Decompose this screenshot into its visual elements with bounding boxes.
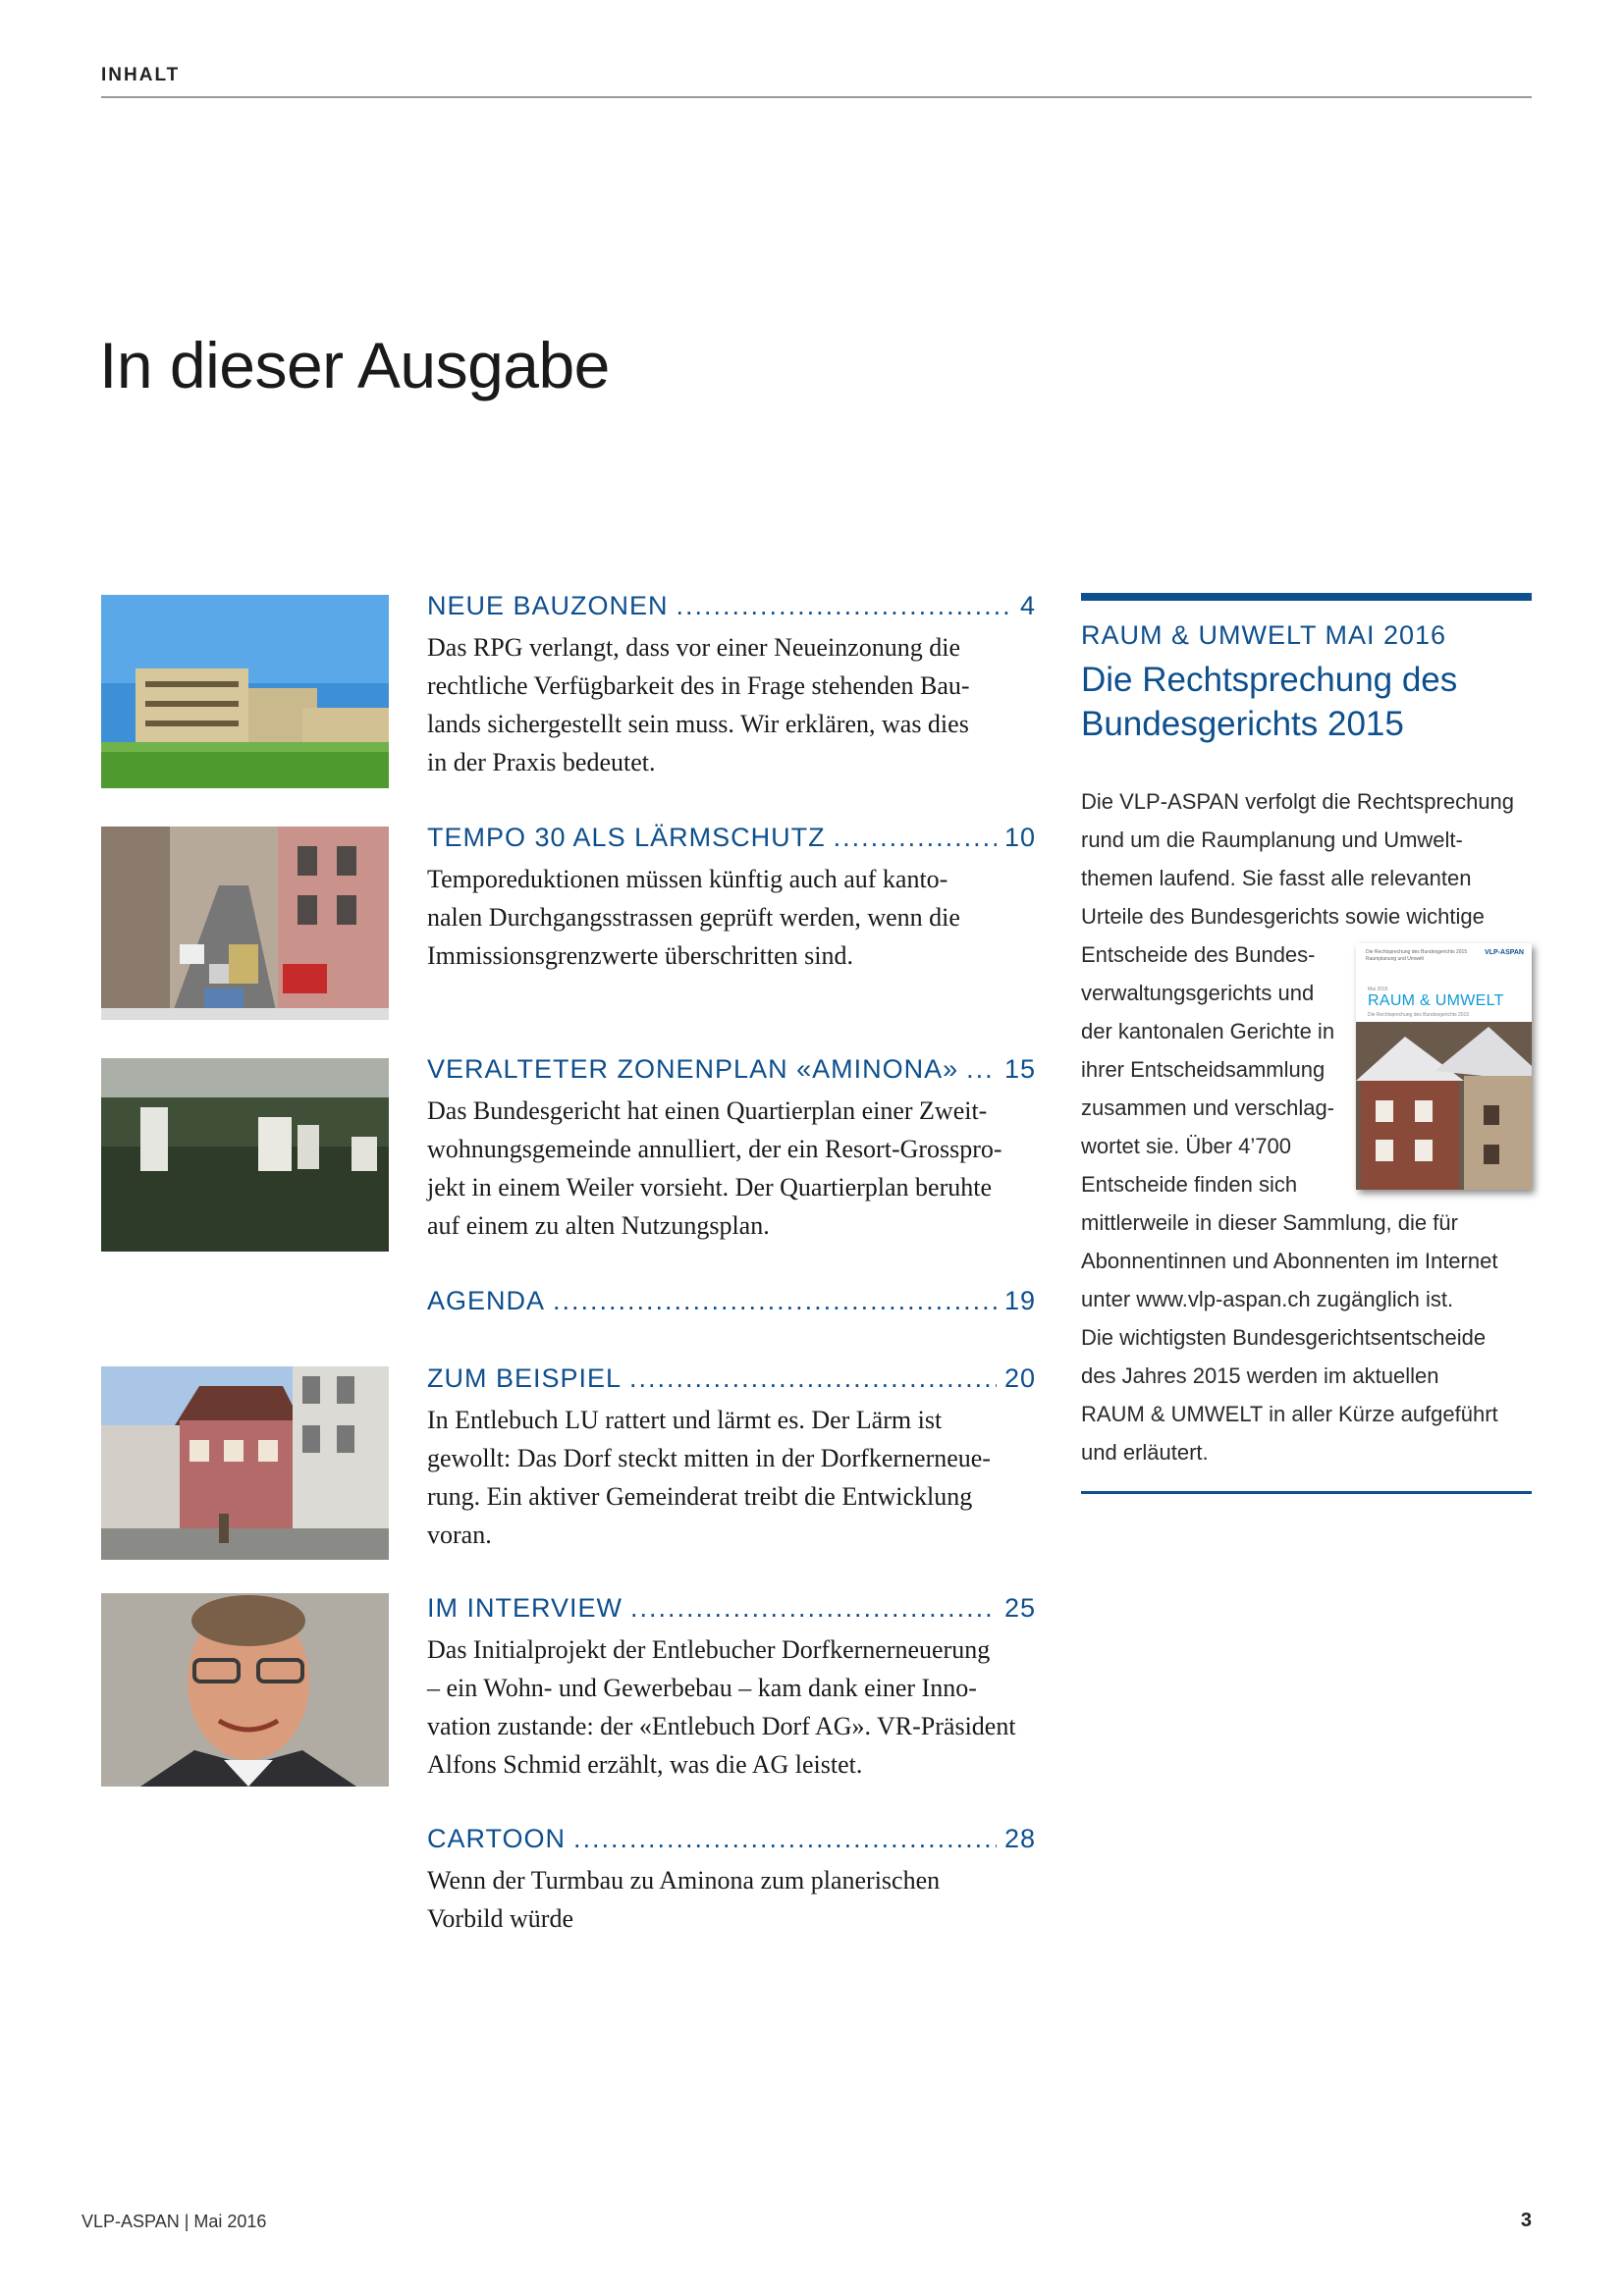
toc-description (427, 1092, 1036, 1245)
toc-leader-dots (834, 821, 997, 854)
thumb-tempo-30 (101, 827, 389, 1020)
toc-title: IM INTERVIEW (427, 1593, 623, 1623)
toc-leader-dots (573, 1822, 997, 1855)
sidebar-text-line: Abonnentinnen und Abonnenten im Internet (1081, 1249, 1498, 1273)
sidebar-text-line: des Jahres 2015 werden im aktuellen (1081, 1363, 1439, 1388)
sidebar-bottom-rule (1081, 1491, 1532, 1494)
sidebar-text-line: Entscheide des Bundes- (1081, 942, 1316, 967)
toc-line: rechtliche Verfügbarkeit des in Frage stehenden Bau- (427, 671, 970, 700)
toc-title: VERALTETER ZONENPLAN «AMINONA» (427, 1054, 959, 1084)
toc-page-number: 20 (1003, 1363, 1036, 1393)
toc-line: Das RPG verlangt, dass vor einer Neueinzonung die (427, 633, 960, 662)
sidebar-text-line: Die wichtigsten Bundesgerichtsentscheide (1081, 1325, 1487, 1350)
toc-leader-dots (966, 1052, 997, 1086)
toc-title: TEMPO 30 ALS LÄRMSCHUTZ (427, 823, 826, 852)
toc-line: Wenn der Turmbau zu Aminona zum planerischen (427, 1866, 941, 1895)
sidebar-kicker: RAUM & UMWELT MAI 2016 (1081, 620, 1447, 650)
toc-description (427, 1861, 1036, 1938)
toc-description (427, 1630, 1036, 1784)
cover-photo (1356, 1022, 1532, 1190)
toc-line: voran. (427, 1521, 492, 1549)
sidebar-text-line: unter www.vlp-aspan.ch zugänglich ist. (1081, 1287, 1454, 1311)
page-title: In dieser Ausgabe (99, 329, 610, 401)
cover-issue: Mai 2016 (1368, 987, 1388, 992)
toc-page-number: 15 (1003, 1054, 1036, 1084)
footer-page-number: 3 (1520, 2210, 1532, 2231)
toc-line: Vorbild würde (427, 1904, 574, 1933)
toc-leader-dots (553, 1284, 997, 1317)
sidebar-text-line: zusammen und verschlag- (1081, 1095, 1335, 1120)
toc-line: lands sichergestellt sein muss. Wir erklären, was dies (427, 710, 969, 738)
sidebar-title (1081, 658, 1532, 746)
sidebar-text-line: rund um die Raumplanung und Umwelt- (1081, 828, 1463, 852)
toc-description (427, 1401, 1036, 1554)
header-rule (101, 96, 1532, 98)
toc-title: ZUM BEISPIEL (427, 1363, 623, 1393)
toc-line: Das Bundesgericht hat einen Quartierplan einer Zweit- (427, 1096, 988, 1125)
sidebar-text-line: themen laufend. Sie fasst alle relevanten (1081, 866, 1472, 890)
toc-entry-neue-bauzonen[interactable] (427, 589, 1036, 781)
magazine-cover[interactable] (1356, 943, 1532, 1190)
sidebar-title-line: Bundesgerichts 2015 (1081, 705, 1404, 743)
sidebar-text-line: ihrer Entscheidsammlung (1081, 1057, 1326, 1082)
toc-line: wohnungsgemeinde annulliert, der ein Resort-Grosspro- (427, 1135, 1002, 1163)
toc-line: Das Initialprojekt der Entlebucher Dorfkernerneuerung (427, 1635, 991, 1664)
toc-entry-agenda[interactable] (427, 1284, 1036, 1317)
thumb-neue-bauzonen (101, 595, 389, 788)
toc-page-number: 28 (1003, 1824, 1036, 1853)
toc-entry-zum-beispiel[interactable] (427, 1362, 1036, 1554)
cover-top-text: Die Rechtsprechung des Bundesgerichts 2015 Raumplanung und Umwelt (1366, 949, 1468, 962)
toc-page-number: 10 (1003, 823, 1036, 852)
toc-title: NEUE BAUZONEN (427, 591, 669, 620)
toc-page-number: 19 (1003, 1286, 1036, 1315)
toc-entry-aminona[interactable] (427, 1052, 1036, 1245)
toc-leader-dots (677, 589, 1012, 622)
toc-page-number: 25 (1003, 1593, 1036, 1623)
toc-line: in der Praxis bedeutet. (427, 748, 656, 776)
toc-page-number: 4 (1019, 591, 1036, 620)
toc-line: Alfons Schmid erzählt, was die AG leistet. (427, 1750, 863, 1779)
toc-heading[interactable] (427, 821, 1036, 854)
toc-line: Temporeduktionen müssen künftig auch auf kanto- (427, 865, 948, 893)
toc-heading[interactable] (427, 1052, 1036, 1086)
toc-line: Immissionsgrenzwerte überschritten sind. (427, 941, 853, 970)
toc-description (427, 628, 1036, 781)
sidebar-text-line: mittlerweile in dieser Sammlung, die für (1081, 1210, 1458, 1235)
toc-line: rung. Ein aktiver Gemeinderat treibt die Entwicklung (427, 1482, 973, 1511)
toc-line: – ein Wohn- und Gewerbebau – kam dank einer Inno- (427, 1674, 977, 1702)
thumb-zum-beispiel (101, 1366, 389, 1560)
sidebar-text-line: verwaltungsgerichts und (1081, 981, 1315, 1005)
sidebar-text-line: und erläutert. (1081, 1440, 1209, 1465)
toc-entry-tempo-30[interactable] (427, 821, 1036, 975)
toc-description (427, 860, 1036, 975)
toc-heading[interactable] (427, 589, 1036, 622)
toc-line: auf einem zu alten Nutzungsplan. (427, 1211, 770, 1240)
thumb-aminona (101, 1058, 389, 1252)
toc-entry-im-interview[interactable] (427, 1591, 1036, 1784)
sidebar-text-line: Entscheide finden sich (1081, 1172, 1298, 1197)
sidebar-text-line: der kantonalen Gerichte in (1081, 1019, 1335, 1043)
cover-logo: VLP-ASPAN (1485, 949, 1524, 956)
cover-subtitle: Die Rechtsprechung des Bundesgerichts 2015 (1368, 1012, 1470, 1018)
toc-line: In Entlebuch LU rattert und lärmt es. Der Lärm ist (427, 1406, 943, 1434)
toc-leader-dots (629, 1362, 997, 1395)
sidebar-text-line: Die VLP-ASPAN verfolgt die Rechtsprechung (1081, 789, 1515, 814)
toc-line: gewollt: Das Dorf steckt mitten in der Dorfkernerneue- (427, 1444, 991, 1472)
footer-publication: VLP-ASPAN | Mai 2016 (81, 2212, 267, 2231)
thumb-interview-portrait (101, 1593, 389, 1787)
sidebar-text-line: wortet sie. Über 4’700 (1081, 1134, 1291, 1158)
sidebar-text-intro (1081, 782, 1543, 935)
toc-line: nalen Durchgangsstrassen geprüft werden, wenn die (427, 903, 960, 932)
sidebar-top-rule (1081, 593, 1532, 601)
toc-heading[interactable] (427, 1284, 1036, 1317)
sidebar-text-wrap (1081, 935, 1346, 1203)
toc-title: AGENDA (427, 1286, 546, 1315)
toc-heading[interactable] (427, 1362, 1036, 1395)
toc-line: vation zustande: der «Entlebuch Dorf AG». VR-Präsident (427, 1712, 1016, 1740)
cover-magazine-name: RAUM & UMWELT (1368, 992, 1504, 1009)
toc-leader-dots (630, 1591, 997, 1625)
section-label: INHALT (101, 65, 181, 85)
sidebar-title-line: Die Rechtsprechung des (1081, 661, 1458, 699)
sidebar-text-line: RAUM & UMWELT in aller Kürze aufgeführt (1081, 1402, 1498, 1426)
sidebar-text-continued (1081, 1203, 1543, 1471)
toc-line: jekt in einem Weiler vorsieht. Der Quartierplan beruhte (427, 1173, 992, 1201)
toc-title: CARTOON (427, 1824, 567, 1853)
toc-heading[interactable] (427, 1591, 1036, 1625)
sidebar-text-line: Urteile des Bundesgerichts sowie wichtige (1081, 904, 1485, 929)
toc-entry-cartoon[interactable] (427, 1822, 1036, 1938)
toc-heading[interactable] (427, 1822, 1036, 1855)
